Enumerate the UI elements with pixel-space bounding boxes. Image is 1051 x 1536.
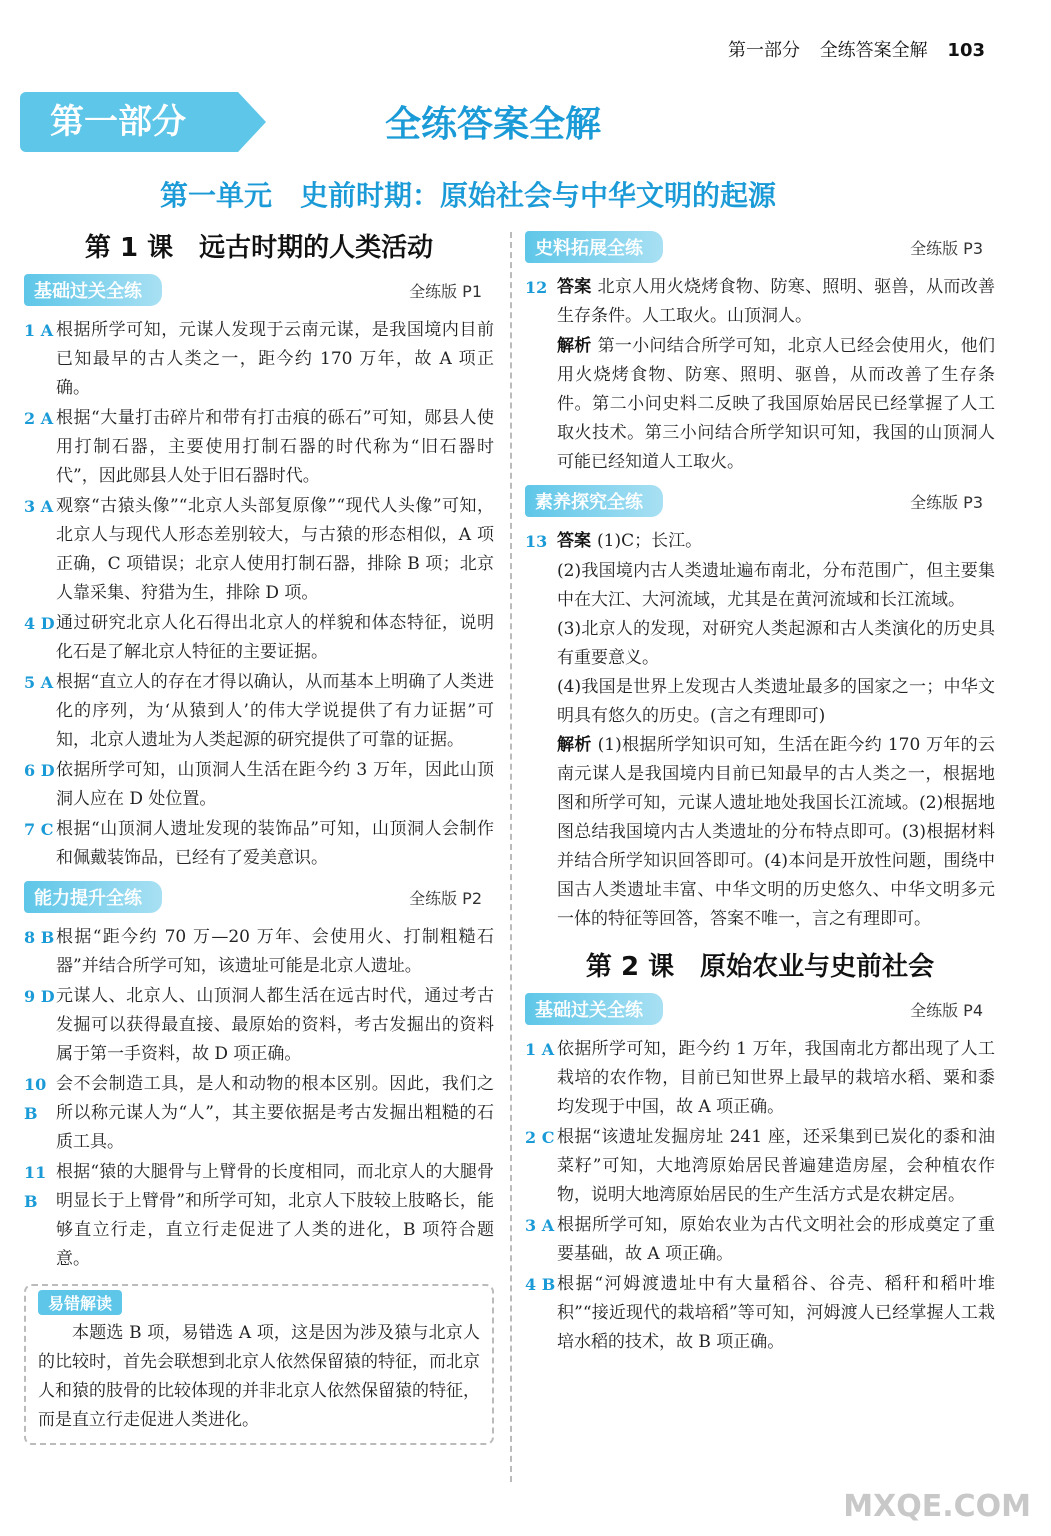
question-item (24, 923, 494, 981)
answer-choice: B (40, 928, 55, 947)
answer-choice: A (40, 673, 54, 692)
basic-items (24, 316, 494, 873)
answer-line: (1)C；长江。 (597, 531, 703, 551)
section-tag: 基础过关全练 (525, 993, 663, 1025)
question-item (24, 1158, 494, 1274)
question-item (525, 1270, 995, 1357)
question-item (24, 1070, 494, 1157)
tip-text: 本题选 B 项，易错选 A 项，这是因为涉及猿与北京人的比较时，首先会联想到北京人依然保留猿的特征，而北京人和猿的肢骨的比较体现的并非北京人依然保留猿的特征，而是直立行走促进人类进化。 (38, 1323, 480, 1430)
answer-choice: D (40, 614, 55, 633)
answer-choice: A (541, 1040, 555, 1059)
analysis-label: 解析 (557, 336, 592, 356)
question-item (24, 316, 494, 403)
section-literacy (525, 485, 995, 517)
answer-text: 北京人用火烧烤食物、防寒、照明、驱兽，从而改善生存条件。人工取火。山顶洞人。 (557, 277, 996, 326)
answer-line: (2)我国境内古人类遗址遍布南北，分布范围广，但主要集中在大江、大河流域，尤其是在黄河流域和长江流域。 (557, 561, 995, 610)
question-item (24, 982, 494, 1069)
answer-line: (3)北京人的发现，对研究人类起源和古人类演化的历史具有重要意义。 (557, 619, 995, 668)
question-item (24, 756, 494, 814)
part-banner: 第一部分 (20, 92, 238, 152)
explanation: 根据所学可知，原始农业为古代文明社会的形成奠定了重要基础，故 A 项正确。 (557, 1215, 995, 1264)
answer-line: (4)我国是世界上发现古人类遗址最多的国家之一；中华文明具有悠久的历史。(言之有理即可) (557, 677, 995, 726)
question-number: 2 C (525, 1128, 555, 1147)
section-ref: 全练版 P4 (910, 1000, 983, 1020)
tip-tag: 易错解读 (38, 1290, 122, 1315)
answer-choice: B (24, 1104, 38, 1123)
question-number: 4 D (24, 614, 55, 633)
question-number: 9 D (24, 987, 55, 1006)
question-item (525, 1035, 995, 1122)
tip-box (24, 1284, 494, 1445)
question-item (525, 1123, 995, 1210)
question-item (24, 668, 494, 755)
explanation: 根据“距今约 70 万—20 万年、会使用火、打制粗糙石器”并结合所学可知，该遗址可能是北京人遗址。 (56, 927, 494, 976)
question-number: 1 A (24, 321, 54, 340)
basic-items (525, 1035, 995, 1357)
page-number: 103 (947, 40, 985, 61)
section-ref: 全练版 P1 (409, 281, 482, 301)
answer-choice: C (40, 820, 54, 839)
lesson-1-title: 第 1 课 远古时期的人类活动 (84, 233, 434, 263)
section-ref: 全练版 P3 (910, 492, 983, 512)
watermark: MXQE.COM (843, 1489, 1031, 1524)
section-source (525, 231, 995, 263)
question-number: 13 (525, 532, 548, 551)
question-number: 8 B (24, 928, 55, 947)
section-ref: 全练版 P3 (910, 238, 983, 258)
explanation: 通过研究北京人化石得出北京人的样貌和体态特征，说明化石是了解北京人特征的主要证据。 (56, 613, 494, 662)
explanation: 根据“该遗址发掘房址 241 座，还采集到已炭化的黍和油菜籽”可知，大地湾原始居民普遍建造房屋，会种植农作物，说明大地湾原始居民的生产生活方式是农耕定居。 (557, 1127, 995, 1205)
answer-choice: B (24, 1192, 38, 1211)
analysis-13 (557, 731, 995, 934)
explanation: 元谋人、北京人、山顶洞人都生活在远古时代，通过考古发掘可以获得最直接、最原始的资料，考古发掘出的资料属于第一手资料，故 D 项正确。 (56, 986, 494, 1064)
section-tag: 素养探究全练 (525, 485, 663, 517)
left-column (24, 225, 494, 1445)
section-tag: 基础过关全练 (24, 274, 162, 306)
section-tag: 史料拓展全练 (525, 231, 663, 263)
analysis-label: 解析 (557, 735, 592, 755)
question-number: 10 B (24, 1075, 47, 1123)
section-tag: 能力提升全练 (24, 881, 162, 913)
explanation: 根据“直立人的存在才得以确认，从而基本上明确了人类进化的序列，为‘从猿到人’的伟大学说提供了有力证据”可知，北京人遗址为人类起源的研究提供了可靠的证据。 (56, 672, 494, 750)
answer-choice: B (541, 1275, 556, 1294)
question-number: 7 C (24, 820, 54, 839)
answer-choice: A (40, 497, 54, 516)
ability-items (24, 923, 494, 1274)
question-13 (525, 527, 995, 556)
running-head (714, 36, 985, 62)
column-divider (510, 232, 512, 1482)
analysis-12 (557, 332, 995, 477)
answer-choice: D (40, 987, 55, 1006)
question-item (24, 404, 494, 491)
answer-choice: A (40, 409, 54, 428)
question-number: 6 D (24, 761, 55, 780)
section-basic-1 (24, 274, 494, 306)
question-number: 5 A (24, 673, 54, 692)
explanation: 根据“山顶洞人遗址发现的装饰品”可知，山顶洞人会制作和佩戴装饰品，已经有了爱美意识。 (56, 819, 494, 868)
analysis-text: (1)根据所学知识可知，生活在距今约 170 万年的云南元谋人是我国境内目前已知最早的古人类之一，根据地图和所学可知，元谋人遗址地处我国长江流域。(2)根据地图总结我国境内古人类遗址的分布特点即可。(3)根据材料并结合所学知识回答即可。(4)本问是开放性问题，围绕中国古人类遗址丰富、中华文明的历史悠久、中华文明多元一体的特征等回答，答案不唯一，言之有理即可。 (557, 735, 995, 929)
answer-label: 答案 (557, 531, 591, 551)
analysis-text: 第一小问结合所学可知，北京人已经会使用火，他们用火烧烤食物、防寒、照明、驱兽，从而改善了生存条件。第二小问史料二反映了我国原始居民已经掌握了人工取火技术。第三小问结合所学知识可知，我国的山顶洞人可能已经知道人工取火。 (557, 336, 996, 472)
question-number: 4 B (525, 1275, 556, 1294)
unit-title: 第一单元 史前时期：原始社会与中华文明的起源 (160, 179, 777, 212)
answer-choice: C (541, 1128, 555, 1147)
question-item (24, 492, 494, 608)
header-part: 第一部分 (727, 40, 800, 61)
right-column (525, 225, 995, 1358)
explanation: 依据所学可知，山顶洞人生活在距今约 3 万年，因此山顶洞人应在 D 处位置。 (56, 760, 494, 809)
explanation: 会不会制造工具，是人和动物的根本区别。因此，我们之所以称元谋人为“人”，其主要依据是考古发掘出粗糙的石质工具。 (56, 1074, 494, 1152)
question-number: 11 B (24, 1163, 47, 1211)
section-ability (24, 881, 494, 913)
answer-choice: D (40, 761, 55, 780)
question-item (24, 815, 494, 873)
question-number: 3 A (525, 1216, 555, 1235)
section-ref: 全练版 P2 (409, 888, 482, 908)
question-number: 2 A (24, 409, 54, 428)
explanation: 依据所学可知，距今约 1 万年，我国南北方都出现了人工栽培的农作物，目前已知世界上最早的栽培水稻、粟和黍均发现于中国，故 A 项正确。 (557, 1039, 995, 1117)
explanation: 根据“河姆渡遗址中有大量稻谷、谷壳、稻秆和稻叶堆积”“接近现代的栽培稻”等可知，河姆渡人已经掌握人工栽培水稻的技术，故 B 项正确。 (557, 1274, 995, 1352)
explanation: 根据所学可知，元谋人发现于云南元谋，是我国境内目前已知最早的古人类之一，距今约 170 万年，故 A 项正确。 (56, 320, 494, 398)
lesson-2-title: 第 2 课 原始农业与史前社会 (585, 952, 935, 982)
question-number: 1 A (525, 1040, 555, 1059)
explanation: 根据“猿的大腿骨与上臂骨的长度相同，而北京人的大腿骨明显长于上臂骨”和所学可知，北京人下肢较上肢略长，能够直立行走，直立行走促进了人类的进化，B 项符合题意。 (56, 1162, 494, 1269)
header-title: 全练答案全解 (819, 40, 928, 61)
section-basic-2 (525, 993, 995, 1025)
main-title: 全练答案全解 (385, 104, 602, 145)
answer-label: 答案 (557, 277, 592, 297)
question-12 (525, 273, 995, 331)
explanation: 根据“大量打击碎片和带有打击痕的砾石”可知，郧县人使用打制石器，主要使用打制石器的时代称为“旧石器时代”，因此郧县人处于旧石器时代。 (56, 408, 494, 486)
question-number: 3 A (24, 497, 54, 516)
question-number: 12 (525, 278, 548, 297)
explanation: 观察“古猿头像”“北京人头部复原像”“现代人头像”可知，北京人与现代人形态差别较大，与古猿的形态相似，A 项正确，C 项错误；北京人使用打制石器，排除 B 项；北京人靠采集、狩猎为生，排除 D 项。 (56, 496, 494, 603)
question-item (525, 1211, 995, 1269)
answer-choice: A (541, 1216, 555, 1235)
question-item (24, 609, 494, 667)
answer-choice: A (40, 321, 54, 340)
